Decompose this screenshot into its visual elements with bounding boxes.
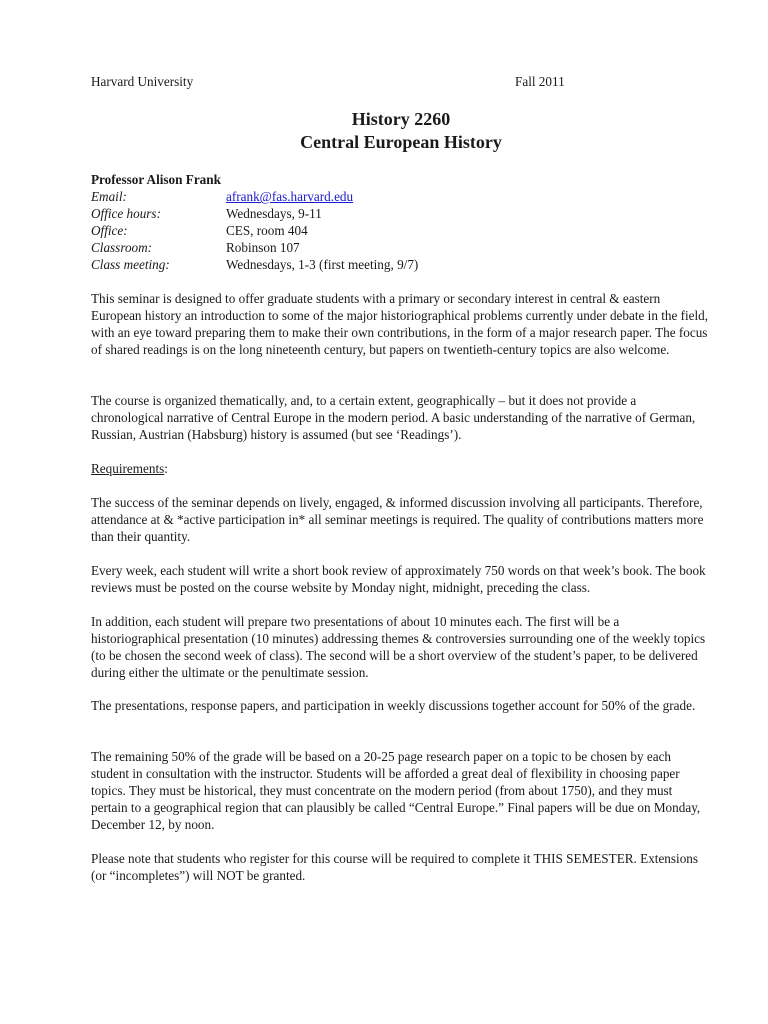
info-row-email bbox=[91, 188, 711, 205]
course-title-block bbox=[91, 108, 711, 154]
intro-paragraph-1: This seminar is designed to offer graduate students with a primary or secondary interest in central & eastern European history an introduction to some of the major historiographical problems currently under debate in the field, with an eye toward preparing them to make their own contributions, in the form of a major research paper. The focus of shared readings is on the long nineteenth century, but papers on twentieth-century topics are also welcome. bbox=[91, 291, 709, 357]
office-value: CES, room 404 bbox=[226, 223, 308, 238]
info-row-office-hours bbox=[91, 205, 711, 222]
info-row-classroom bbox=[91, 239, 711, 256]
requirement-paragraph-5: The remaining 50% of the grade will be based on a 20-25 page research paper on a topic to be chosen by each student in consultation with the instructor. Students will be afforded a great deal of flexibility in choosing paper topics. They must be historical, they must concentrate on the modern period (from about 1750), and they must pertain to a geographical region that can plausibly be called “Central Europe.” Final papers will be due on Monday, December 12, by noon. bbox=[91, 749, 701, 832]
requirements-heading-block bbox=[91, 460, 711, 477]
requirement-paragraph-4-block bbox=[91, 697, 711, 714]
requirement-paragraph-1-block bbox=[91, 494, 711, 545]
intro-paragraph-2: The course is organized thematically, and, to a certain extent, geographically – but it does not provide a chronological narrative of Central Europe in the modern period. A basic understanding of the narrative of German, Russian, Austrian (Habsburg) history is assumed (but see ‘Readings’). bbox=[91, 393, 696, 442]
email-link[interactable]: afrank@fas.harvard.edu bbox=[226, 189, 354, 204]
course-name: Central European History bbox=[300, 132, 502, 152]
requirement-paragraph-5-block bbox=[91, 748, 711, 833]
class-meeting-value: Wednesdays, 1-3 (first meeting, 9/7) bbox=[226, 257, 419, 272]
term: Fall 2011 bbox=[515, 74, 565, 89]
requirement-paragraph-6-block bbox=[91, 850, 711, 884]
requirements-colon: : bbox=[164, 461, 168, 476]
office-hours-value: Wednesdays, 9-11 bbox=[226, 206, 322, 221]
office-label: Office: bbox=[91, 223, 128, 238]
requirement-paragraph-2-block bbox=[91, 562, 711, 596]
institution-name: Harvard University bbox=[91, 74, 194, 89]
requirement-paragraph-4: The presentations, response papers, and participation in weekly discussions together account for 50% of the grade. bbox=[91, 698, 696, 713]
info-row-office bbox=[91, 222, 711, 239]
requirement-paragraph-3: In addition, each student will prepare two presentations of about 10 minutes each. The first will be a historiographical presentation (10 minutes) addressing themes & controversies surrounding one of the weekly topics (to be chosen the second week of class). The second will be a short overview of the student’s paper, to be delivered during either the ultimate or the penultimate session. bbox=[91, 614, 706, 680]
document-page bbox=[91, 0, 711, 1024]
intro-paragraph-2-block bbox=[91, 392, 711, 443]
requirement-paragraph-6: Please note that students who register for this course will be required to complete it THIS SEMESTER. Extensions (or “incompletes”) will NOT be granted. bbox=[91, 851, 699, 883]
classroom-label: Classroom: bbox=[91, 240, 153, 255]
document-header bbox=[91, 73, 701, 90]
course-number: History 2260 bbox=[351, 109, 451, 129]
email-label: Email: bbox=[91, 189, 127, 204]
contact-info bbox=[91, 188, 711, 273]
intro-paragraph-1-block bbox=[91, 290, 711, 358]
office-hours-label: Office hours: bbox=[91, 206, 161, 221]
professor-name: Professor Alison Frank bbox=[91, 172, 221, 187]
email-value bbox=[226, 188, 353, 205]
info-row-class-meeting bbox=[91, 256, 711, 273]
requirement-paragraph-3-block bbox=[91, 613, 711, 681]
class-meeting-label: Class meeting: bbox=[91, 257, 170, 272]
requirements-heading: Requirements bbox=[91, 461, 165, 476]
requirement-paragraph-2: Every week, each student will write a short book review of approximately 750 words on that week’s book. The book reviews must be posted on the course website by Monday night, midnight, preceding the class. bbox=[91, 563, 706, 595]
classroom-value: Robinson 107 bbox=[226, 240, 300, 255]
requirement-paragraph-1: The success of the seminar depends on lively, engaged, & informed discussion involving all participants. Therefore, attendance at & *active participation in* all seminar meetings is required. The quality of contributions matters more than their quantity. bbox=[91, 495, 704, 544]
